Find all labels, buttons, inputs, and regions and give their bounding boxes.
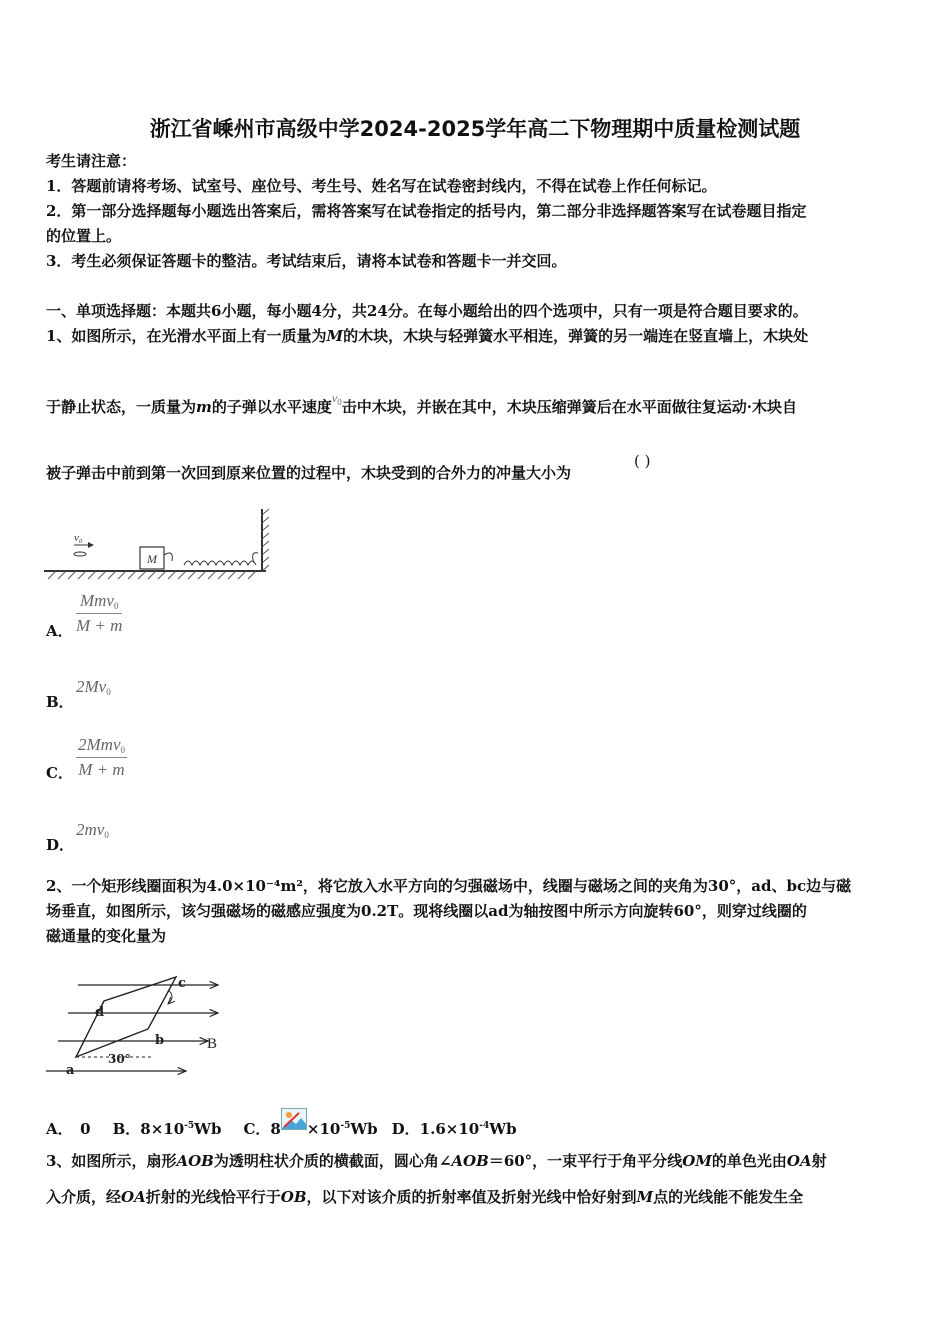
q1-spring-block-figure	[44, 505, 274, 580]
q2-line-1: 2、一个矩形线圈面积为4.0×10⁻⁴m²，将它放入水平方向的匀强磁场中，线圈与磁场之间的夹角为30°，ad、bc边与磁	[46, 877, 852, 895]
q3-line-1: 3、如图所示，扇形AOB为透明柱状介质的横截面，圆心角∠AOB＝60°，一束平行于角平分线OM的单色光由OA射	[46, 1152, 827, 1170]
v0-symbol: v0	[331, 391, 342, 407]
label-angle: 30°	[108, 1052, 131, 1066]
bullet	[74, 552, 86, 556]
q1-line-3: 被子弹击中前到第一次回到原来位置的过程中，木块受到的合外力的冲量大小为	[46, 464, 572, 482]
q2-option-B: B．$8\times 10^{-5}Wb$	[112, 1120, 222, 1138]
block-M-label: M	[147, 552, 157, 566]
label-B-field: B	[207, 1036, 218, 1052]
q2-line-2: 场垂直，如图所示，该匀强磁场的磁感应强度为0.2T。现将线圈以ad为轴按图中所示方向旋转60°，则穿过线圈的	[46, 902, 807, 920]
q1-option-B-label: B．	[46, 693, 74, 711]
notice-item-2: 2．第一部分选择题每小题选出答案后，需将答案写在试卷指定的括号内，第二部分非选择题答案写在试卷题目指定	[46, 202, 807, 220]
label-d: d	[95, 1005, 105, 1020]
q2-option-D: D．$1.6\times 10^{-4}Wb$	[391, 1120, 517, 1138]
image-placeholder-icon	[281, 1108, 307, 1130]
wall-hook	[253, 553, 258, 563]
block-hook	[164, 553, 172, 561]
label-b: b	[155, 1033, 165, 1048]
q2-option-C: C．$8 \times 10^{-5}Wb$	[243, 1120, 377, 1138]
q2-line-3: 磁通量的变化量为	[46, 927, 167, 945]
q1-option-D-expr: $2mv_0$	[76, 820, 109, 840]
q1-option-D-label: D．	[46, 836, 75, 854]
velocity-arrow-head	[88, 542, 94, 548]
q1-option-A-expr: $\frac{Mmv_0}{M + m}$	[76, 591, 123, 635]
label-a: a	[66, 1063, 75, 1078]
q1-option-C-expr: $\frac{2Mmv_0}{M + m}$	[78, 735, 125, 779]
q2-options	[46, 1108, 517, 1140]
page-title: 浙江省嵊州市高级中学2024-2025学年高二下物理期中质量检测试题	[149, 117, 801, 141]
floor-hatching	[48, 571, 256, 579]
q1-option-A-label: A．	[46, 622, 73, 640]
answer-paren: ( )	[634, 452, 651, 470]
q1-line-2: 于静止状态，一质量为m的子弹以水平速度$^{v_0}$击中木块，并嵌在其中，木块压缩弹簧后在水平面做往复运动·木块自	[46, 391, 797, 416]
label-c: c	[178, 976, 186, 991]
q1-option-B-expr: $2Mv_0$	[76, 677, 111, 697]
notice-heading: 考生请注意：	[46, 152, 137, 170]
section-heading: 一、单项选择题：本题共6小题，每小题4分，共24分。在每小题给出的四个选项中，只有一项是符合题目要求的。	[46, 302, 808, 320]
notice-item-2-cont: 的位置上。	[46, 227, 122, 245]
q2-coil-figure	[40, 968, 240, 1083]
spring	[184, 561, 256, 565]
wall-hatching	[262, 509, 269, 571]
q3-line-2: 入介质，经OA折射的光线恰平行于OB，以下对该介质的折射率值及折射光线中恰好射到M点的光线能不能发生全	[46, 1188, 804, 1206]
q2-option-A: A． 0	[46, 1120, 91, 1138]
q1-line-1: 1、如图所示，在光滑水平面上有一质量为M的木块，木块与轻弹簧水平相连，弹簧的另一端连在竖直墙上，木块处	[46, 327, 809, 345]
notice-item-1: 1．答题前请将考场、试室号、座位号、考生号、姓名写在试卷密封线内，不得在试卷上作任何标记。	[46, 177, 717, 195]
notice-item-3: 3．考生必须保证答题卡的整洁。考试结束后，请将本试卷和答题卡一并交回。	[46, 252, 567, 270]
v0-label: v₀	[74, 532, 83, 544]
q1-option-C-label: C．	[46, 764, 73, 782]
